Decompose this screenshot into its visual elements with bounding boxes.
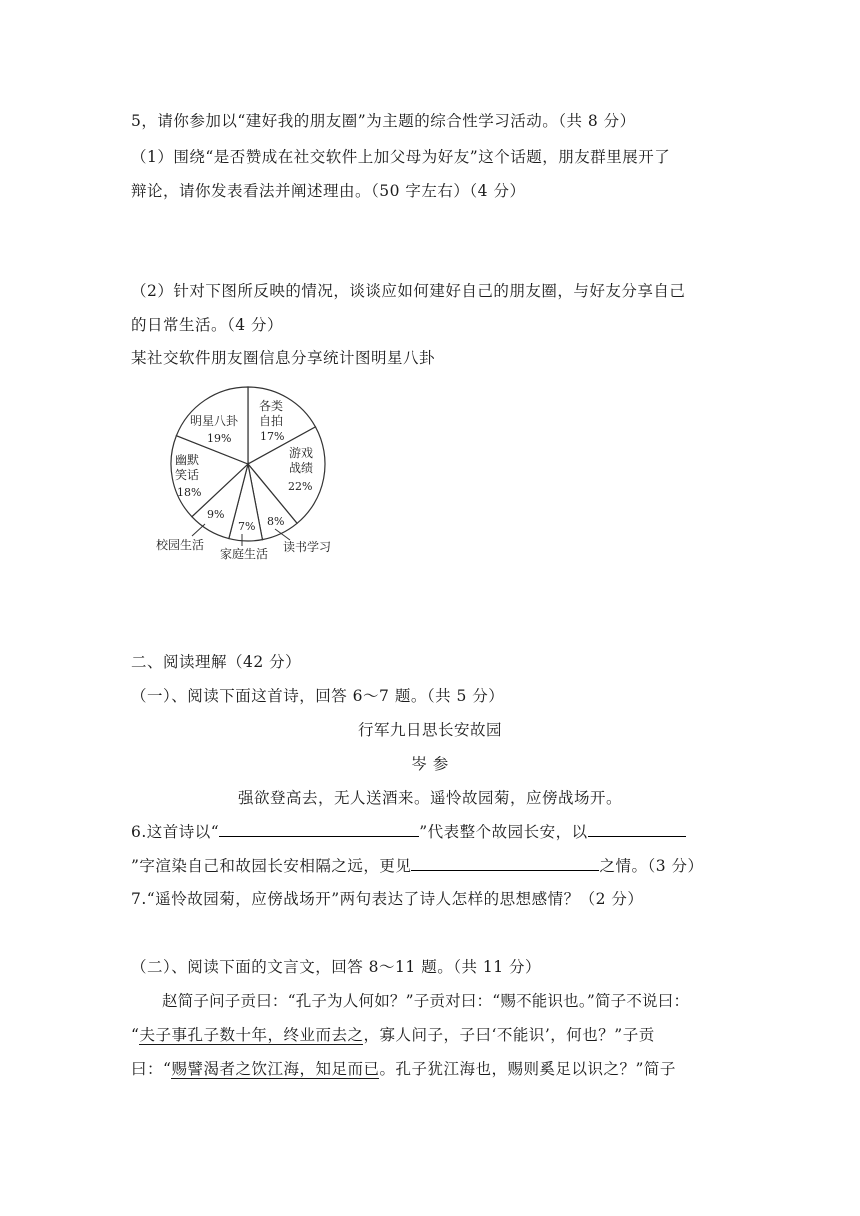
- label-game-b: 战绩: [289, 461, 314, 475]
- q5-part1-line2: 辩论，请你发表看法并阐述理由。（50 字左右）（4 分）: [131, 182, 526, 200]
- prose-line3-open: 曰：“: [131, 1060, 172, 1078]
- label-selfie-pct: 17%: [260, 430, 285, 443]
- label-selfie-b: 自拍: [259, 414, 284, 428]
- q6-blank-1[interactable]: [219, 820, 419, 837]
- prose-line3: [131, 1058, 676, 1080]
- prose-line2: [131, 1024, 655, 1046]
- pie-chart: [150, 384, 350, 564]
- part2-title: （二）、阅读下面的文言文，回答 8～11 题。（共 11 分）: [131, 958, 542, 976]
- prose-line3-underlined: 赐譬渴者之饮江海，知足而已: [171, 1060, 380, 1078]
- label-gossip-pct: 19%: [207, 432, 232, 445]
- q6-line1: [131, 820, 686, 843]
- q7: 7.“遥怜故园菊，应傍战场开”两句表达了诗人怎样的思想感情？（2 分）: [131, 890, 644, 908]
- poem-title: 行军九日思长安故园: [357, 721, 502, 739]
- part1-title: （一）、阅读下面这首诗，回答 6～7 题。（共 5 分）: [131, 687, 505, 705]
- prose-line3-rest: 。孔子犹江海也，赐则奚足以识之？”简子: [379, 1060, 676, 1078]
- leader-campus: [192, 524, 205, 536]
- section2-title: 二、阅读理解（42 分）: [131, 653, 302, 671]
- q6-blank-2[interactable]: [588, 820, 686, 837]
- q6-blank-3[interactable]: [411, 854, 599, 871]
- q6-line2: [131, 854, 703, 877]
- label-game-pct: 22%: [288, 480, 313, 493]
- label-humor-pct: 18%: [177, 486, 202, 499]
- label-family-pct: 7%: [238, 520, 256, 533]
- q5-part2-line1: （2）针对下图所反映的情况，谈谈应如何建好自己的朋友圈，与好友分享自己: [131, 282, 686, 300]
- label-game-a: 游戏: [289, 446, 314, 460]
- q5-title: 5，请你参加以“建好我的朋友圈”为主题的综合性学习活动。（共 8 分）: [131, 112, 636, 130]
- prose-line2-underlined: 夫子事孔子数十年，终业而去之: [139, 1026, 364, 1044]
- q6-text-c: ”字渲染自己和故园长安相隔之远，更见: [131, 857, 412, 875]
- poem-author: 岑 参: [411, 755, 449, 773]
- label-family: 家庭生活: [220, 547, 269, 561]
- label-campus: 校园生活: [156, 538, 205, 552]
- label-campus-pct: 9%: [207, 508, 225, 521]
- poem-text: 强欲登高去，无人送酒来。遥怜故园菊，应傍战场开。: [237, 789, 622, 807]
- prose-line1: [131, 990, 689, 1012]
- label-humor-a: 幽默: [175, 453, 200, 467]
- label-read-pct: 8%: [267, 515, 285, 528]
- q6-text-a: 6.这首诗以“: [131, 823, 220, 841]
- q6-text-b: ”代表整个故园长安，以: [419, 823, 588, 841]
- label-gossip-a: 明星八卦: [190, 414, 239, 428]
- prose-line2-rest: ，寡人问子，子曰‘不能识’，何也？”子贡: [363, 1026, 655, 1044]
- chart-caption: 某社交软件朋友圈信息分享统计图明星八卦: [131, 349, 436, 367]
- prose-line1-text: 赵简子问子贡曰：“孔子为人何如？”子贡对曰：“赐不能识也。”简子不说曰：: [162, 992, 690, 1010]
- q5-part2-line2: 的日常生活。（4 分）: [131, 316, 284, 334]
- q5-part1-line1: （1）围绕“是否赞成在社交软件上加父母为好友”这个话题，朋友群里展开了: [131, 148, 671, 166]
- label-humor-b: 笑话: [175, 468, 200, 482]
- label-selfie-a: 各类: [259, 399, 284, 413]
- q6-text-d: 之情。（3 分）: [599, 857, 704, 875]
- label-read: 读书学习: [283, 540, 332, 554]
- prose-line2-open: “: [131, 1026, 140, 1044]
